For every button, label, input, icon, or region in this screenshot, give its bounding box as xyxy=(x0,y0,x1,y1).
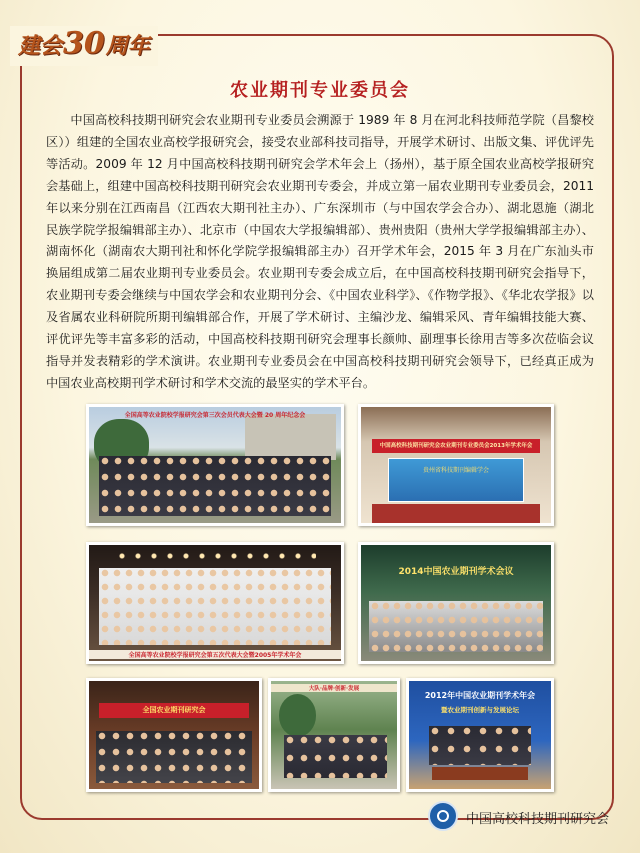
photo-2-screen-text: 贵州省科技期刊编辑学会 xyxy=(422,467,489,475)
crowd xyxy=(99,456,331,516)
photo-3-caption: 全国高等农业院校学报研究会第五次代表大会暨2005年学术年会 xyxy=(89,650,341,659)
crowd xyxy=(369,601,544,652)
anniversary-suffix: 周年 xyxy=(105,33,150,59)
crowd xyxy=(429,726,531,765)
photo-conference-2014 xyxy=(358,542,554,664)
photo-outdoor xyxy=(268,678,400,792)
society-logo-icon xyxy=(428,801,458,831)
crowd xyxy=(96,731,252,783)
photo-meeting-room xyxy=(86,678,262,792)
crowd xyxy=(284,735,387,778)
photo-1-caption: 全国高等农业院校学报研究会第三次会员代表大会暨 20 周年纪念会 xyxy=(124,412,306,420)
ceiling-lights xyxy=(114,552,316,559)
photo-conference-2013 xyxy=(358,404,554,526)
crowd xyxy=(99,568,331,645)
photo-7-subtitle: 暨农业期刊创新与发展论坛 xyxy=(441,705,519,714)
footer-org-name: 中国高校科技期刊研究会 xyxy=(466,812,610,827)
stage-table xyxy=(372,504,539,523)
photo-forum-2012 xyxy=(406,678,554,792)
photo-2-banner: 中国高校科技期刊研究会农业期刊专业委员会2013年学术年会 xyxy=(379,442,533,449)
page-title: 农业期刊专业委员会 xyxy=(230,80,410,101)
photo-6-sign: 大队·品牌·创新·发展 xyxy=(271,684,397,692)
building-shape xyxy=(245,414,336,460)
photo-5-banner: 全国农业期刊研究会 xyxy=(142,705,206,714)
projection-screen xyxy=(388,458,525,502)
body-paragraph: 中国高校科技期刊研究会农业期刊专业委员会溯源于 1989 年 8 月在河北科技师范学院（昌黎校区））组建的全国农业高校学报研究会，接受农业部科技司指导，开展学术研讨、出版文集、评优评先等活动。2009 年 12 月中国高校科技期刊研究会学术年会上（扬州），基于原全国农业高校学报研究会基础上，组建中国高校科技期刊研究会农业期刊专委会，并成立第一届农业期刊专业委员会，2011 年以来分别在江西南昌（江西农大期刊社主办）、广东深圳市（与中国农学会合办）、湖北恩施（湖北民族学院学报编辑部主办）、北京市（中国农大学报编辑部）、贵州贵阳（贵州大学学报编辑部主办）、湖南怀化（湖南农大期刊社和怀化学院学报编辑部主办）召开学术年会，2015 年 3 月在广东汕头市换届组成第二届农业期刊专业委员会。农业期刊专委会成立后，在中国高校科技期刊研究会指导下，农业期刊专委会继续与中国农学会和农业期刊分会、《中国农业科学》、《作物学报》、《华北农学报》以及省属农业科研院所期刊编辑部合作，开展了学术研讨、主编沙龙、编辑采风、青年编辑技能大赛、评优评先等丰富多彩的活动，中国高校科技期刊研究会理事长颜帅、副理事长徐用吉等多次莅临会议指导并发表精彩的学术演讲。农业期刊专业委员会在中国高校科技期刊研究会领导下，已经真正成为中国农业高校期刊学术研讨和学术交流的最坚实的学术平台。 xyxy=(46,113,594,390)
photo-7-banner: 2012年中国农业期刊学术年会 xyxy=(424,690,536,700)
anniversary-badge xyxy=(10,26,158,66)
photo-group-2005 xyxy=(86,542,344,664)
palm-tree xyxy=(279,694,317,737)
anniversary-number: 30 xyxy=(63,26,105,61)
photo-4-banner: 2014中国农业期刊学术会议 xyxy=(398,566,514,577)
stage-table xyxy=(432,767,529,780)
photo-group-1 xyxy=(86,404,344,526)
anniversary-prefix: 建会 xyxy=(18,33,63,59)
